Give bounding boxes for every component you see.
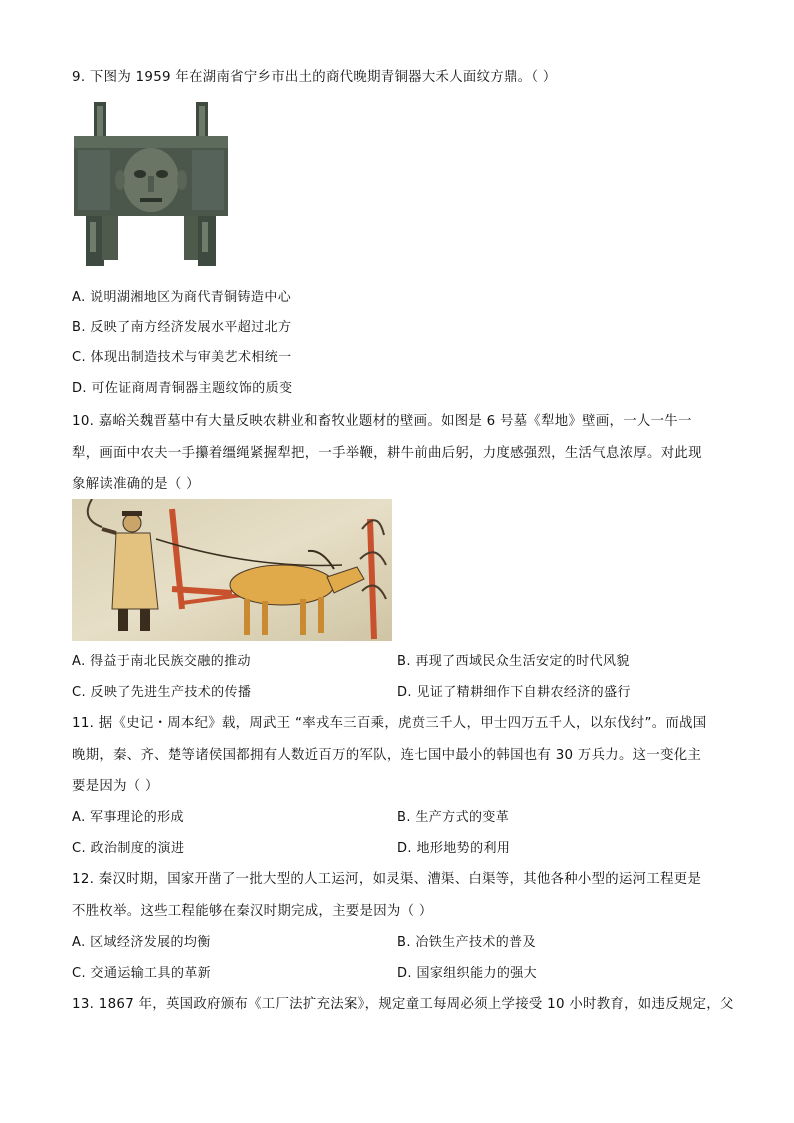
q11-option-a: A. 军事理论的形成 (72, 810, 184, 825)
q10-stem-line-1: 10. 嘉峪关魏晋墓中有大量反映农耕业和畜牧业题材的壁画。如图是 6 号墓《犁地》壁画，一人一牛一 (72, 414, 692, 429)
q11-stem-line-2: 晚期，秦、齐、楚等诸侯国都拥有人数近百万的军队，连七国中最小的韩国也有 30 万兵力。这一变化主 (72, 748, 702, 763)
plowing-mural-image (72, 499, 392, 641)
q12-option-d: D. 国家组织能力的强大 (397, 966, 538, 981)
q9-option-a: A. 说明湖湘地区为商代青铜铸造中心 (72, 290, 292, 305)
q9-option-d: D. 可佐证商周青铜器主题纹饰的质变 (72, 381, 293, 396)
q11-option-b: B. 生产方式的变革 (397, 810, 510, 825)
q10-stem-line-2: 犁，画面中农夫一手攥着缰绳紧握犁把，一手举鞭，耕牛前曲后躬，力度感强烈，生活气息浓厚。对此现 (72, 446, 702, 461)
q11-option-c: C. 政治制度的演进 (72, 841, 185, 856)
q9-option-c: C. 体现出制造技术与审美艺术相统一 (72, 350, 292, 365)
q10-option-c: C. 反映了先进生产技术的传播 (72, 685, 252, 700)
q10-option-d: D. 见证了精耕细作下自耕农经济的盛行 (397, 685, 631, 700)
q10-stem-line-3: 象解读准确的是（ ） (72, 477, 200, 492)
q12-stem-line-2: 不胜枚举。这些工程能够在秦汉时期完成，主要是因为（ ） (72, 904, 433, 919)
bronze-ding-image (72, 100, 230, 272)
q9-stem: 9. 下图为 1959 年在湖南省宁乡市出土的商代晚期青铜器大禾人面纹方鼎。（ ） (72, 70, 557, 85)
q12-option-a: A. 区域经济发展的均衡 (72, 935, 211, 950)
q11-stem-line-1: 11. 据《史记・周本纪》载，周武王 “率戎车三百乘，虎贲三千人，甲士四万五千人，以东伐纣”。而战国 (72, 716, 707, 731)
q10-option-a: A. 得益于南北民族交融的推动 (72, 654, 251, 669)
q12-option-b: B. 冶铁生产技术的普及 (397, 935, 536, 950)
q10-option-b: B. 再现了西域民众生活安定的时代风貌 (397, 654, 630, 669)
q11-option-d: D. 地形地势的利用 (397, 841, 511, 856)
q9-option-b: B. 反映了南方经济发展水平超过北方 (72, 320, 292, 335)
q12-option-c: C. 交通运输工具的革新 (72, 966, 212, 981)
q11-stem-line-3: 要是因为（ ） (72, 779, 159, 794)
q13-stem-line-1: 13. 1867 年，英国政府颁布《工厂法扩充法案》，规定童工每周必须上学接受 10 小时教育，如违反规定，父 (72, 997, 734, 1012)
q12-stem-line-1: 12. 秦汉时期，国家开凿了一批大型的人工运河，如灵渠、漕渠、白渠等，其他各种小型的运河工程更是 (72, 872, 702, 887)
